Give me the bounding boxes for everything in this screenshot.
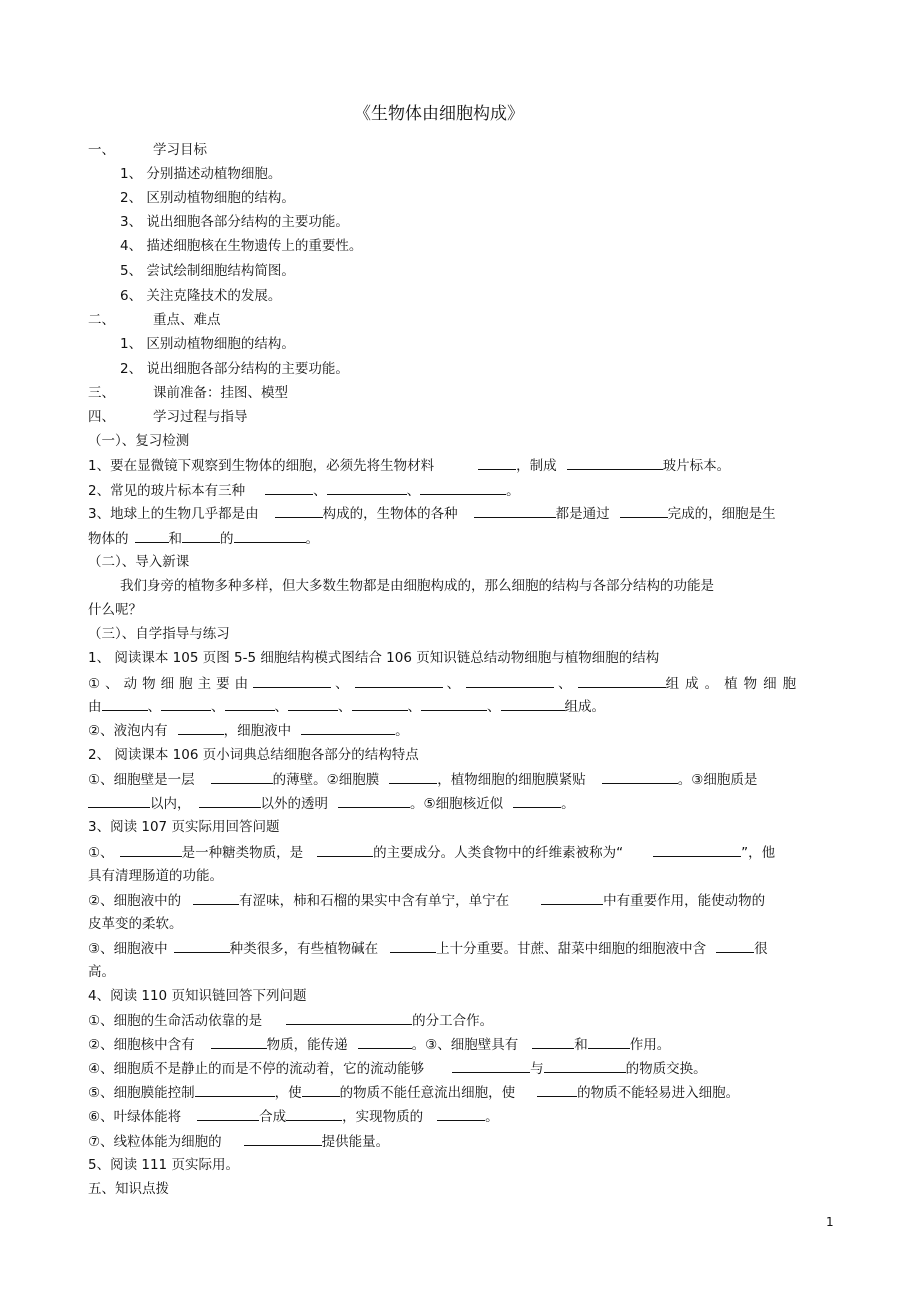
blank[interactable] <box>174 938 230 953</box>
exercise-line: ⑥、叶绿体能将 合成 ，实现物质的 。 <box>88 1106 499 1127</box>
blank[interactable] <box>358 1034 412 1049</box>
goal-item: 4、 描述细胞核在生物遗传上的重要性。 <box>120 238 363 254</box>
exercise-line: ⑦、线粒体能为细胞的 提供能量。 <box>88 1131 389 1152</box>
blank[interactable] <box>452 1058 530 1073</box>
page-number: 1 <box>826 1215 834 1229</box>
blank[interactable] <box>286 1010 412 1025</box>
exercise-line: 以内， 以外的透明 。⑤细胞核近似 。 <box>88 793 575 814</box>
section-heading: 三、 课前准备：挂图、模型 <box>88 385 288 401</box>
blank[interactable] <box>286 1106 342 1121</box>
blank[interactable] <box>275 503 323 518</box>
blank[interactable] <box>195 1082 275 1097</box>
goal-item: 2、 区别动植物细胞的结构。 <box>120 190 295 206</box>
reading-task: 1、 阅读课本 105 页图 5-5 细胞结构模式图结合 106 页知识链总结动物细胞与植物细胞的结构 <box>88 650 660 666</box>
blank[interactable] <box>355 673 443 688</box>
blank[interactable] <box>225 696 275 711</box>
blank[interactable] <box>199 793 261 808</box>
blank[interactable] <box>474 503 556 518</box>
keypoint-item: 2、 说出细胞各部分结构的主要功能。 <box>120 361 349 377</box>
blank[interactable] <box>588 1034 630 1049</box>
blank[interactable] <box>541 890 603 905</box>
blank[interactable] <box>161 696 211 711</box>
blank[interactable] <box>620 503 668 518</box>
reading-task: 5、阅读 111 页实际用。 <box>88 1157 239 1173</box>
exercise-line: ①、细胞的生命活动依靠的是 的分工合作。 <box>88 1010 493 1031</box>
section-heading: 一、 学习目标 <box>88 142 207 158</box>
reading-task: 4、阅读 110 页知识链回答下列问题 <box>88 988 307 1004</box>
goal-item: 6、 关注克隆技术的发展。 <box>120 288 282 304</box>
intro-paragraph-cont: 什么呢？ <box>88 602 142 618</box>
blank[interactable] <box>317 842 373 857</box>
exercise-line: ③、细胞液中 种类很多，有些植物碱在 上十分重要。甘蔗、甜菜中细胞的细胞液中含 很 <box>88 938 768 959</box>
exercise-line: ④、细胞质不是静止的而是不停的流动着，它的流动能够 与 的物质交换。 <box>88 1058 707 1079</box>
blank[interactable] <box>513 793 561 808</box>
blank[interactable] <box>178 720 224 735</box>
blank[interactable] <box>253 673 331 688</box>
subsection-heading: （一）、复习检测 <box>88 433 190 449</box>
blank[interactable] <box>193 890 239 905</box>
subsection-heading: （三）、自学指导与练习 <box>88 626 230 642</box>
page-title: 《生物体由细胞构成》 <box>354 104 524 124</box>
exercise-line: 皮革变的柔软。 <box>88 916 183 932</box>
goal-item: 3、 说出细胞各部分结构的主要功能。 <box>120 214 349 230</box>
section-heading: 四、 学习过程与指导 <box>88 409 248 425</box>
exercise-line: ②、细胞液中的 有涩味，柿和石榴的果实中含有单宁，单宁在 中有重要作用，能使动物的 <box>88 890 765 911</box>
goal-item: 1、 分别描述动植物细胞。 <box>120 166 282 182</box>
reading-task: 2、 阅读课本 106 页小词典总结细胞各部分的结构特点 <box>88 747 419 763</box>
blank[interactable] <box>437 1106 485 1121</box>
blank[interactable] <box>501 696 565 711</box>
question-1: 1、要在显微镜下观察到生物体的细胞，必须先将生物材料 ，制成 玻片标本。 <box>88 455 730 476</box>
reading-task: 3、阅读 107 页实际用回答问题 <box>88 819 280 835</box>
exercise-line: ①、动物细胞主要由 、 、 、 组成。植物细胞 <box>88 673 802 694</box>
blank[interactable] <box>390 938 436 953</box>
blank[interactable] <box>338 793 410 808</box>
question-2: 2、常见的玻片标本有三种 、 、 。 <box>88 480 520 501</box>
question-3: 3、地球上的生物几乎都是由 构成的，生物体的各种 都是通过 完成的，细胞是生 <box>88 503 776 524</box>
intro-paragraph: 我们身旁的植物多种多样，但大多数生物都是由细胞构成的，那么细胞的结构与各部分结构的功能是 <box>120 578 714 594</box>
blank[interactable] <box>466 673 554 688</box>
blank[interactable] <box>578 673 666 688</box>
blank[interactable] <box>102 696 148 711</box>
blank[interactable] <box>420 480 506 495</box>
blank[interactable] <box>421 696 487 711</box>
blank[interactable] <box>567 455 663 470</box>
exercise-line: ⑤、细胞膜能控制 ，使 的物质不能任意流出细胞，使 的物质不能轻易进入细胞。 <box>88 1082 739 1103</box>
exercise-line: 高。 <box>88 964 115 980</box>
exercise-line: ②、细胞核中含有 物质，能传递 。③、细胞壁具有 和 作用。 <box>88 1034 670 1055</box>
section-heading: 二、 重点、难点 <box>88 312 221 328</box>
blank[interactable] <box>182 528 220 543</box>
blank[interactable] <box>602 769 678 784</box>
blank[interactable] <box>653 842 741 857</box>
goal-item: 5、 尝试绘制细胞结构简图。 <box>120 263 295 279</box>
subsection-heading: （二）、导入新课 <box>88 554 190 570</box>
exercise-line: ②、液泡内有 ，细胞液中 。 <box>88 720 409 741</box>
blank[interactable] <box>211 769 273 784</box>
blank[interactable] <box>234 528 306 543</box>
blank[interactable] <box>301 720 395 735</box>
blank[interactable] <box>265 480 313 495</box>
blank[interactable] <box>88 793 150 808</box>
exercise-line: 由 、 、 、 、 、 、 组成。 <box>88 696 605 717</box>
blank[interactable] <box>211 1034 267 1049</box>
blank[interactable] <box>288 696 338 711</box>
exercise-line: ①、细胞壁是一层 的薄壁。②细胞膜 ，植物细胞的细胞膜紧贴 。③细胞质是 <box>88 769 757 790</box>
blank[interactable] <box>302 1082 340 1097</box>
keypoint-item: 1、 区别动植物细胞的结构。 <box>120 336 295 352</box>
exercise-line: 具有清理肠道的功能。 <box>88 868 223 884</box>
blank[interactable] <box>532 1034 574 1049</box>
blank[interactable] <box>327 480 407 495</box>
exercise-line: ①、 是一种糖类物质，是 的主要成分。人类食物中的纤维素被称为“ ”，他 <box>88 842 775 863</box>
blank[interactable] <box>197 1106 259 1121</box>
blank[interactable] <box>544 1058 626 1073</box>
blank[interactable] <box>120 842 182 857</box>
blank[interactable] <box>478 455 516 470</box>
blank[interactable] <box>244 1131 322 1146</box>
blank[interactable] <box>352 696 408 711</box>
blank[interactable] <box>389 769 437 784</box>
blank[interactable] <box>537 1082 577 1097</box>
section-heading: 五、知识点拨 <box>88 1181 169 1197</box>
blank[interactable] <box>135 528 169 543</box>
blank[interactable] <box>716 938 754 953</box>
question-3-cont: 物体的 和 的 。 <box>88 528 319 549</box>
